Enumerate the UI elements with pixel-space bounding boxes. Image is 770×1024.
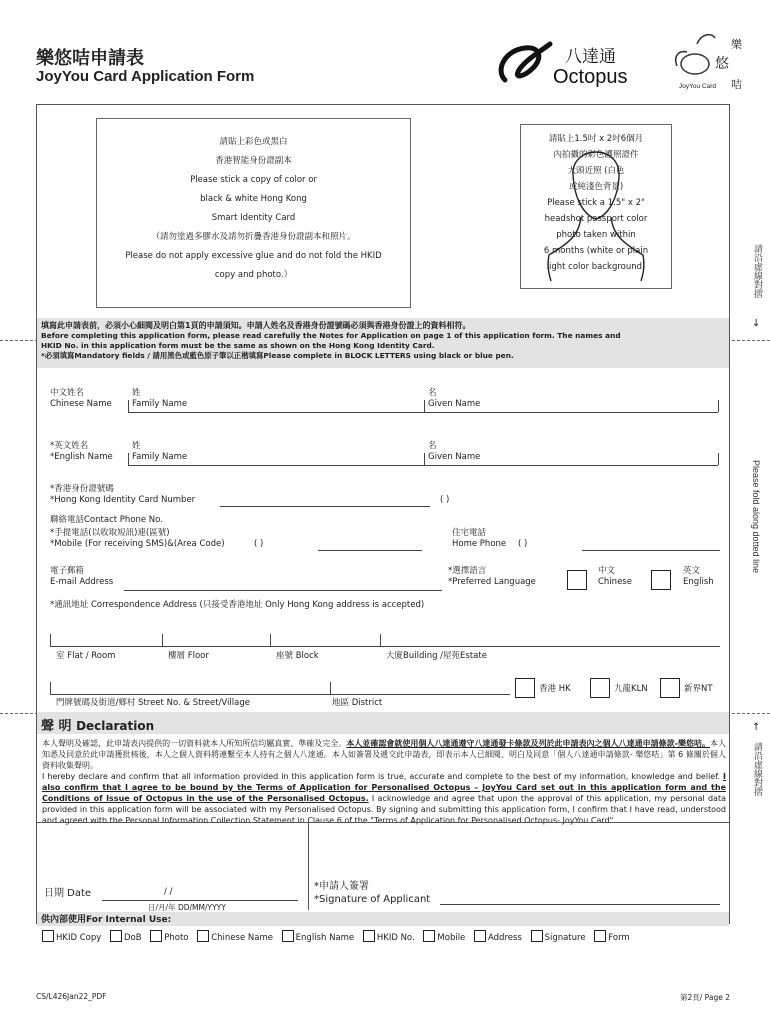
chinese-name-label bbox=[50, 388, 112, 410]
district-label: 地區 District bbox=[332, 698, 383, 708]
given-label-zh: 名 bbox=[428, 441, 437, 451]
block-label: 座號 Block bbox=[276, 651, 319, 661]
declaration-heading bbox=[37, 712, 729, 734]
checkbox-icon[interactable] bbox=[150, 930, 162, 942]
hkid-label-en: *Hong Kong Identity Card Number bbox=[50, 495, 196, 505]
checkbox-icon[interactable] bbox=[531, 930, 543, 942]
building-label: 大廈Building /屋苑Estate bbox=[386, 651, 487, 661]
octopus-logo-zh: 八達通 bbox=[565, 47, 616, 67]
joyyou-logo-zh-3: 咭 bbox=[731, 78, 742, 90]
notice-line-en: Before completing this application form, please read carefully the Notes for Application on page 1 of this application form. The names and bbox=[41, 331, 621, 340]
form-code: CS/L426Jan22_PDF bbox=[36, 992, 107, 1001]
divider bbox=[424, 453, 425, 465]
portrait-instruction-line: 請貼上1.5吋 x 2吋6個月 bbox=[548, 134, 644, 144]
portrait-photo-area bbox=[520, 124, 672, 289]
declaration-text bbox=[42, 738, 726, 826]
hkid-instruction-line: 請貼上彩色或黑白 bbox=[219, 137, 288, 147]
region-nt-checkbox[interactable] bbox=[660, 678, 680, 698]
mobile-label-zh: *手提電話(以收取短訊)連(區號) bbox=[50, 528, 170, 538]
language-label-zh: *選擇語言 bbox=[448, 566, 487, 576]
address-line-1-field[interactable] bbox=[50, 646, 720, 647]
english-family-name-label bbox=[132, 441, 187, 463]
given-label-zh: 名 bbox=[428, 388, 437, 398]
declaration-zh-part: 本人知悉及同意於此申請獲批核後，本人之個人資料將連繫至本人持有之個人八達通。本人如簽署及遞交此申請表，即表示本人已細閱、明白及同意「個人八達通申請條款- 樂悠咭」第 6 條關於個人資料收集聲明。 bbox=[42, 739, 726, 770]
divider bbox=[128, 453, 129, 465]
joyyou-logo bbox=[665, 20, 745, 90]
address-line-2-field[interactable] bbox=[50, 694, 510, 695]
hkid-instruction-line: Please do not apply excessive glue and do not fold the HKID bbox=[125, 251, 382, 261]
region-hk-checkbox[interactable] bbox=[515, 678, 535, 698]
preferred-language-label bbox=[448, 566, 536, 588]
flat-label: 室 Flat / Room bbox=[56, 651, 116, 661]
street-label: 門牌號碼及街道/鄉村 Street No. & Street/Village bbox=[56, 698, 250, 708]
internal-item[interactable] bbox=[531, 930, 586, 943]
portrait-instruction-line: Please stick a 1.5" x 2" bbox=[547, 198, 645, 208]
english-name-label-en: *English Name bbox=[50, 452, 113, 462]
hkid-instruction-line: black & white Hong Kong bbox=[200, 194, 307, 204]
mobile-area-code-field[interactable]: ( ) bbox=[254, 539, 264, 549]
declaration-zh-emphasis: 本人並確認會就使用個人八達通遵守八達通發卡條款及列於此申請表內之個人八達通申請條款-樂悠咭。 bbox=[346, 739, 710, 748]
hkid-number-field[interactable] bbox=[220, 506, 430, 507]
page-title-zh: 樂悠咭申請表 bbox=[36, 48, 144, 69]
checkbox-icon[interactable] bbox=[110, 930, 122, 942]
internal-item[interactable] bbox=[423, 930, 465, 943]
signature-label-zh: *申請人簽署 bbox=[314, 881, 369, 892]
portrait-instruction-line: 內拍攝的彩色護照證件 bbox=[553, 150, 639, 160]
internal-item-label: Address bbox=[488, 933, 522, 943]
mobile-number-field[interactable] bbox=[318, 550, 422, 551]
fold-instruction-top: 請沿虛線對摺 bbox=[752, 244, 762, 298]
home-area-code-field[interactable]: ( ) bbox=[518, 539, 528, 549]
english-family-name-field[interactable] bbox=[128, 465, 424, 466]
signature-field[interactable] bbox=[440, 904, 720, 905]
divider bbox=[308, 822, 309, 910]
hkid-check-digit-field[interactable]: ( ) bbox=[440, 495, 450, 505]
language-chinese-checkbox[interactable] bbox=[567, 570, 587, 590]
divider bbox=[718, 453, 719, 465]
date-format-hint: 日/月/年 DD/MM/YYYY bbox=[148, 903, 226, 912]
joyyou-logo-zh-2: 悠 bbox=[715, 56, 729, 72]
internal-item[interactable] bbox=[594, 930, 629, 943]
lang-english-zh: 英文 bbox=[683, 566, 701, 576]
notice-line-en-2: HKID No. in this application form must be the same as shown on the Hong Kong Identity Card. bbox=[41, 341, 435, 350]
hkid-copy-area bbox=[96, 118, 411, 308]
chinese-given-name-field[interactable] bbox=[424, 412, 718, 413]
divider bbox=[162, 634, 163, 646]
arrow-down-icon: ↓ bbox=[752, 318, 761, 329]
family-label-zh: 姓 bbox=[132, 388, 141, 398]
family-label-en: Family Name bbox=[132, 452, 188, 462]
joyyou-logo-zh-1: 樂 bbox=[731, 38, 742, 51]
internal-item-label: Photo bbox=[164, 933, 189, 943]
declaration-heading-en: Declaration bbox=[76, 719, 155, 733]
email-label-en: E-mail Address bbox=[50, 577, 114, 587]
lang-chinese-zh: 中文 bbox=[598, 566, 616, 576]
internal-item[interactable] bbox=[474, 930, 522, 943]
divider bbox=[50, 682, 51, 694]
fold-instruction-bottom: 請沿虛線對摺 bbox=[752, 742, 762, 796]
email-label bbox=[50, 566, 113, 588]
portrait-instruction-line: photo taken within bbox=[556, 230, 636, 240]
declaration-en-part: I hereby declare and confirm that all information provided in this application form is true, accurate and complete to the best of my information, knowledge and belief. bbox=[42, 772, 720, 781]
region-kln-checkbox[interactable] bbox=[590, 678, 610, 698]
application-notice bbox=[37, 318, 729, 368]
internal-item-label: DoB bbox=[123, 933, 142, 943]
internal-item[interactable] bbox=[197, 930, 273, 943]
declaration-zh-part: 本人聲明及確認，此申請表內提供的一切資料就本人所知所信均屬真實、準確及完全。 bbox=[42, 739, 347, 748]
home-phone-number-field[interactable] bbox=[582, 550, 720, 551]
chinese-name-label-zh: 中文姓名 bbox=[50, 388, 85, 398]
language-english-checkbox[interactable] bbox=[651, 570, 671, 590]
english-name-label-zh: *英文姓名 bbox=[50, 441, 89, 451]
internal-item[interactable] bbox=[42, 930, 101, 943]
hkid-label-zh: *香港身份證號碼 bbox=[50, 484, 114, 494]
home-phone-label-en: Home Phone bbox=[452, 539, 507, 549]
hkid-instruction-line: Smart Identity Card bbox=[211, 213, 296, 223]
internal-use-heading: 供內部使用For Internal Use: bbox=[37, 912, 729, 926]
home-phone-label bbox=[452, 528, 506, 550]
signature-label-en: *Signature of Applicant bbox=[314, 894, 431, 905]
language-chinese-label bbox=[598, 566, 632, 588]
region-hk-label: 香港 HK bbox=[539, 684, 571, 694]
english-name-label bbox=[50, 441, 113, 463]
internal-item-label: HKID Copy bbox=[56, 933, 102, 943]
hkid-instruction-line: copy and photo.） bbox=[214, 270, 293, 280]
declaration-heading-zh: 聲 明 bbox=[41, 719, 72, 734]
chinese-family-name-field[interactable] bbox=[128, 412, 424, 413]
given-label-en: Given Name bbox=[428, 452, 481, 462]
hkid-instruction-line: Please stick a copy of color or bbox=[190, 175, 317, 185]
address-title: *通訊地址 Correspondence Address (只接受香港地址 Only Hong Kong address is accepted) bbox=[50, 600, 425, 610]
portrait-instruction-line: 大頭近照 (白色 bbox=[567, 166, 625, 176]
email-field[interactable] bbox=[124, 590, 442, 591]
page-title-en: JoyYou Card Application Form bbox=[36, 68, 255, 85]
portrait-instruction-line: 6 months (white or plain bbox=[543, 246, 649, 256]
chinese-family-name-label bbox=[132, 388, 187, 410]
octopus-logo bbox=[495, 40, 630, 90]
checkbox-icon[interactable] bbox=[423, 930, 435, 942]
divider bbox=[128, 400, 129, 412]
signature-label bbox=[314, 880, 430, 906]
mobile-label-en: *Mobile (For receiving SMS)&(Area Code) bbox=[50, 539, 225, 549]
internal-use-checklist bbox=[42, 930, 636, 943]
contact-phone-title: 聯絡電話Contact Phone No. bbox=[50, 515, 163, 525]
checkbox-icon[interactable] bbox=[42, 930, 54, 942]
divider bbox=[50, 634, 51, 646]
checkbox-icon[interactable] bbox=[363, 930, 375, 942]
english-given-name-field[interactable] bbox=[424, 465, 718, 466]
divider bbox=[37, 822, 729, 823]
date-label: 日期 Date bbox=[44, 888, 92, 899]
checkbox-icon[interactable] bbox=[282, 930, 294, 942]
lang-english-en: English bbox=[683, 577, 714, 587]
floor-label: 樓層 Floor bbox=[168, 651, 209, 661]
language-label-en: *Preferred Language bbox=[448, 577, 536, 587]
family-label-zh: 姓 bbox=[132, 441, 141, 451]
checkbox-icon[interactable] bbox=[594, 930, 606, 942]
portrait-instruction-line: light color background) bbox=[546, 262, 646, 272]
family-label-en: Family Name bbox=[132, 399, 188, 409]
divider bbox=[424, 400, 425, 412]
mobile-label bbox=[50, 528, 225, 550]
internal-item-label: Mobile bbox=[437, 933, 466, 943]
hkid-instruction-line: 香港智能身份證副本 bbox=[215, 156, 292, 166]
lang-chinese-en: Chinese bbox=[598, 577, 632, 587]
arrow-up-icon: ↑ bbox=[752, 722, 761, 733]
fold-instruction-middle: Please fold along dotted line bbox=[751, 460, 761, 574]
internal-item-label: HKID No. bbox=[376, 933, 415, 943]
portrait-instruction-line: 或純淺色背景) bbox=[568, 182, 624, 192]
declaration-en-emphasis: I also confirm that I agree to be bound by the Terms of Application for Personalised Octopus – JoyYou Card set out in this application form and the Conditions of Issue of Octopus in the use of the Personalised Octopus. bbox=[42, 772, 727, 803]
internal-item[interactable] bbox=[282, 930, 354, 943]
checkbox-icon[interactable] bbox=[474, 930, 486, 942]
date-field[interactable] bbox=[102, 900, 298, 901]
internal-item-label: Form bbox=[608, 933, 630, 943]
divider bbox=[270, 634, 271, 646]
notice-mandatory-line: *必須填寫Mandatory fields / 請用黑色或藍色原子筆以正楷填寫Please complete in BLOCK LETTERS using black or blue pen. bbox=[41, 351, 514, 360]
page-number: 第2頁/ Page 2 bbox=[680, 993, 730, 1002]
given-label-en: Given Name bbox=[428, 399, 481, 409]
region-nt-label: 新界NT bbox=[684, 684, 713, 694]
region-kln-label: 九龍KLN bbox=[614, 684, 648, 694]
english-given-name-label bbox=[428, 441, 480, 463]
internal-item-label: Signature bbox=[544, 933, 586, 943]
checkbox-icon[interactable] bbox=[197, 930, 209, 942]
divider bbox=[330, 682, 331, 694]
internal-item[interactable] bbox=[110, 930, 142, 943]
chinese-given-name-label bbox=[428, 388, 480, 410]
chinese-name-label-en: Chinese Name bbox=[50, 399, 112, 409]
divider bbox=[718, 400, 719, 412]
email-label-zh: 電子郵箱 bbox=[50, 566, 85, 576]
language-english-label bbox=[683, 566, 714, 588]
home-phone-label-zh: 住宅電話 bbox=[452, 528, 487, 538]
divider bbox=[380, 634, 381, 646]
notice-line-zh: 填寫此申請表前，必須小心細閱及明白第1頁的申請須知。申請人姓名及香港身份證號碼必須與香港身份證上的資料相符。 bbox=[41, 321, 471, 330]
hkid-label bbox=[50, 484, 195, 506]
portrait-instruction-line: headshot passport color bbox=[544, 214, 648, 224]
declaration-en-part: I acknowledge and agree that upon the approval of this application, my personal data provided in this application form will be associated with my Personalised Octopus. By signing and submitting this application form, I confirm that I have read, understood and agreed with the Personal Information Collection Statement in Clause 6 of the "Terms of Application for Personalised Octopus- JoyYou Card". bbox=[42, 794, 726, 825]
internal-item[interactable] bbox=[363, 930, 415, 943]
internal-item-label: English Name bbox=[295, 933, 355, 943]
date-separators: / / bbox=[164, 887, 173, 897]
internal-item[interactable] bbox=[150, 930, 188, 943]
octopus-logo-en: Octopus bbox=[553, 66, 628, 88]
hkid-instruction-line: （請勿塗過多膠水及請勿折疊香港身份證副本和照片。 bbox=[151, 232, 356, 242]
internal-item-label: Chinese Name bbox=[211, 933, 273, 943]
joyyou-logo-en: JoyYou Card bbox=[679, 83, 716, 90]
